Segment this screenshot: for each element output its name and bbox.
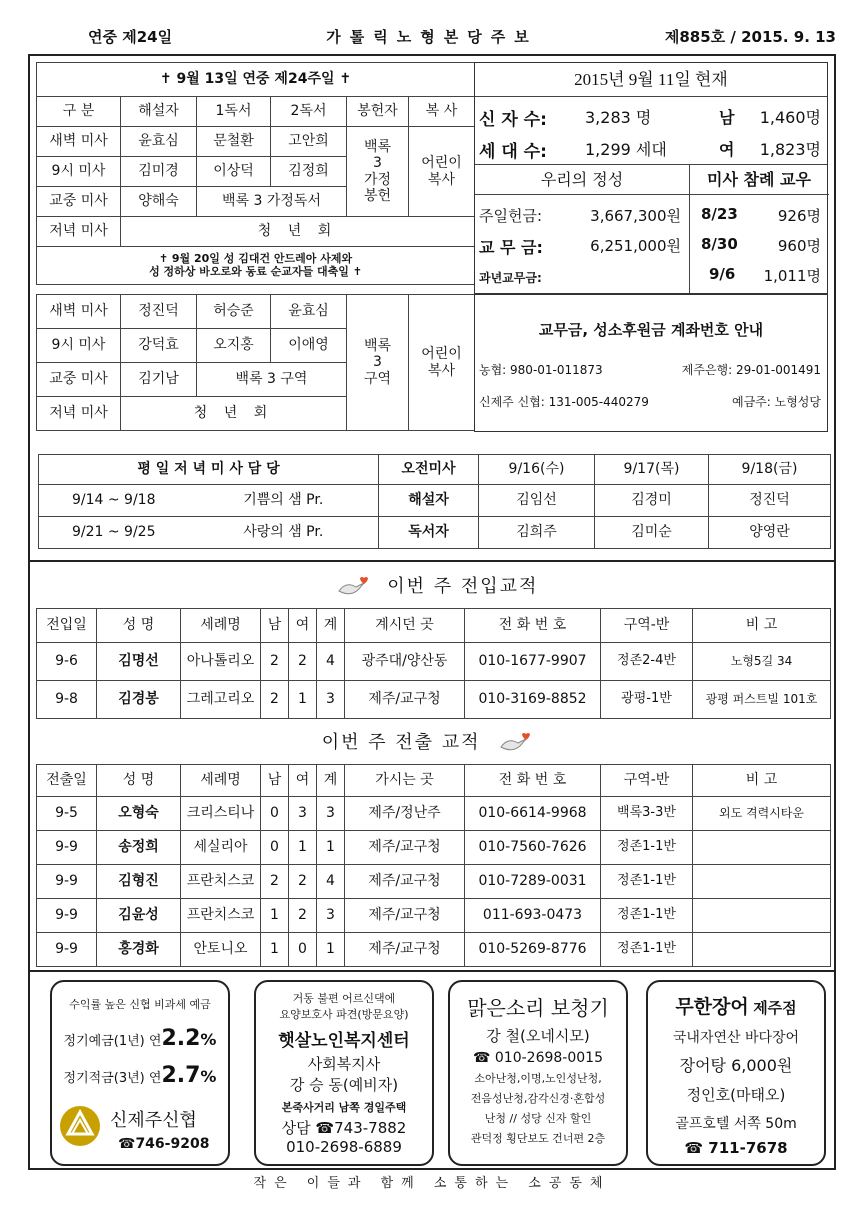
ad1-deposit-rate: 2.2 [161, 1026, 201, 1051]
table-cell: 제주/교구청 [345, 831, 465, 865]
col-category: 구 분 [37, 97, 121, 127]
table-cell [693, 933, 831, 967]
name: 김미순 [595, 517, 709, 549]
period: 9/21 ~ 9/25 [39, 517, 189, 549]
table-cell: 010-7289-0031 [465, 865, 601, 899]
row-label: 9시 미사 [37, 157, 121, 187]
table-cell: 김경봉 [97, 681, 181, 719]
col-reading-1: 1독서 [197, 97, 271, 127]
account-panel [474, 294, 828, 432]
table-cell: 그레고리오 [181, 681, 261, 719]
table-cell: 1 [261, 899, 289, 933]
table-cell: 9-9 [37, 933, 97, 967]
ad1-savings [52, 1063, 228, 1088]
attendance-count: 926명 [777, 207, 821, 225]
table-cell: 정존1-1반 [601, 933, 693, 967]
table-cell: 1 [317, 933, 345, 967]
stats-title: 2015년 9월 11일 현재 [475, 63, 827, 97]
row-label: 저녁 미사 [37, 217, 121, 247]
column-header: 전 화 번 호 [465, 765, 601, 797]
ad2-name: 햇살노인복지센터 [278, 1031, 410, 1051]
table-cell: 제주/교구청 [345, 865, 465, 899]
column-header: 여 [289, 609, 317, 643]
sunday-value: 3,667,300원 [590, 207, 681, 225]
offerer-cell: 백록 3 구역 [347, 295, 409, 431]
table-cell: 1 [261, 933, 289, 967]
column-header: 전출일 [37, 765, 97, 797]
ad2-tel2: 010-2698-6889 [286, 1138, 402, 1156]
attendance-date: 9/6 [709, 265, 736, 283]
shinhyup-logo-icon [58, 1104, 102, 1148]
column-header: 전 화 번 호 [465, 609, 601, 643]
memorial-line-1: ✝ 9월 20일 성 김대건 안드레아 사제와 [158, 251, 353, 265]
table-cell: 2 [289, 865, 317, 899]
table-cell: 김윤성 [97, 899, 181, 933]
duty-value: 6,251,000원 [590, 237, 681, 255]
ad-care-center [254, 980, 434, 1166]
date-1: 9/16(수) [479, 455, 595, 485]
cell: 허승준 [197, 295, 271, 329]
ad4-tel: ☎ 711-7678 [684, 1139, 788, 1157]
ad3-d4: 관덕정 횡단보도 건너편 2층 [470, 1132, 606, 1145]
cell: 고안희 [271, 127, 347, 157]
table-cell: 정존1-1반 [601, 831, 693, 865]
table-cell: 크리스티나 [181, 797, 261, 831]
row-label: 저녁 미사 [37, 397, 121, 431]
name: 정진덕 [709, 485, 831, 517]
table-cell: 송정희 [97, 831, 181, 865]
table-row [37, 643, 831, 681]
table-cell: 제주/교구청 [345, 933, 465, 967]
ad3-d1: 소아난청,이명,노인성난청, [474, 1072, 602, 1085]
memorial-notice [37, 247, 475, 285]
column-header: 구역-반 [601, 765, 693, 797]
female-value: 1,823명 [759, 140, 821, 159]
table-cell: 4 [317, 865, 345, 899]
column-header: 남 [261, 765, 289, 797]
cell: 오지홍 [197, 329, 271, 363]
row-label: 새벽 미사 [37, 127, 121, 157]
attendance-title: 미사 참례 교우 [689, 165, 829, 195]
name: 김희주 [479, 517, 595, 549]
table-cell: 정존1-1반 [601, 899, 693, 933]
weekday-mass-table [38, 454, 831, 549]
table-cell: 1 [289, 831, 317, 865]
table-cell: 9-8 [37, 681, 97, 719]
ad4-d2: 장어탕 6,000원 [679, 1056, 793, 1075]
server-cell: 어린이 복사 [409, 295, 475, 431]
column-header: 성 명 [97, 765, 181, 797]
table-row [37, 797, 831, 831]
sunday-label: 주일헌금: [479, 207, 543, 225]
morning-mass-label: 오전미사 [379, 455, 479, 485]
cell: 양해숙 [121, 187, 197, 217]
table-cell: 3 [317, 681, 345, 719]
cell: 김정희 [271, 157, 347, 187]
bulletin-header [28, 24, 836, 50]
table-cell: 0 [261, 797, 289, 831]
column-header: 계시던 곳 [345, 609, 465, 643]
ad4-d1: 국내자연산 바다장어 [672, 1030, 800, 1046]
table-row [37, 831, 831, 865]
table-cell: 010-7560-7626 [465, 831, 601, 865]
period: 9/14 ~ 9/18 [39, 485, 189, 517]
cell: 이애영 [271, 329, 347, 363]
column-header: 여 [289, 765, 317, 797]
header-title: 가톨릭노형본당주보 [326, 28, 538, 46]
table-cell: 010-5269-8776 [465, 933, 601, 967]
cell: 백록 3 구역 [197, 363, 347, 397]
ad2-top2: 요양보호사 파견(방문요양) [279, 1008, 409, 1021]
table-cell [693, 899, 831, 933]
table-cell: 프란치스코 [181, 865, 261, 899]
group: 사랑의 샘 Pr. [189, 517, 379, 549]
households-value: 1,299 세대 [585, 140, 667, 159]
table-cell: 9-5 [37, 797, 97, 831]
date-2: 9/17(목) [595, 455, 709, 485]
weekday-title: 평 일 저 녁 미 사 담 당 [39, 455, 379, 485]
ad3-tel: ☎ 010-2698-0015 [473, 1050, 603, 1066]
memorial-line-2: 성 정하상 바오로와 동료 순교자들 대축일 ✝ [149, 264, 362, 278]
table-cell: 프란치스코 [181, 899, 261, 933]
column-header: 성 명 [97, 609, 181, 643]
column-header: 비 고 [693, 609, 831, 643]
ad2-addr: 본죽사거리 남쪽 경일주택 [281, 1101, 407, 1114]
believers-label: 신 자 수: [479, 110, 547, 130]
transfer-in-body [37, 643, 831, 719]
past-duty-label: 과년교무금: [479, 271, 542, 285]
transfer-in-header [37, 609, 831, 643]
header-issue: 제885호 / 2015. 9. 13 [664, 28, 836, 46]
table-cell: 2 [261, 643, 289, 681]
table-cell: 3 [317, 797, 345, 831]
ad1-pct: % [200, 1030, 217, 1049]
column-header: 비 고 [693, 765, 831, 797]
col-reading-2: 2독서 [271, 97, 347, 127]
ad2-person: 강 승 동(예비자) [289, 1076, 399, 1094]
transfer-out-table [36, 764, 831, 967]
transfer-in-heading [30, 572, 834, 599]
cell: 이상덕 [197, 157, 271, 187]
ad1-brand [52, 1102, 228, 1158]
cell: 청 년 회 [121, 217, 475, 247]
table-cell: 1 [317, 831, 345, 865]
ad4-d3: 정인호(마태오) [686, 1086, 786, 1104]
ad1-name: 신제주신협 [110, 1110, 197, 1131]
table-cell: 1 [289, 681, 317, 719]
column-header: 가시는 곳 [345, 765, 465, 797]
duty-label: 교 무 금: [479, 238, 543, 257]
table-cell [693, 831, 831, 865]
ad3-person: 강 철(오네시모) [486, 1027, 590, 1045]
table-row [37, 865, 831, 899]
ad4-title [648, 992, 824, 1019]
table-cell: 광평 퍼스트빌 101호 [693, 681, 831, 719]
mass-schedule-2 [36, 294, 475, 431]
table-cell: 010-1677-9907 [465, 643, 601, 681]
ad1-savings-rate: 2.7 [161, 1063, 201, 1088]
ad1-savings-label: 정기적금(3년) 연 [63, 1071, 162, 1086]
table-cell: 아나톨리오 [181, 643, 261, 681]
column-header: 남 [261, 609, 289, 643]
table-cell: 3 [317, 899, 345, 933]
table-cell: 2 [261, 865, 289, 899]
table-cell: 홍경화 [97, 933, 181, 967]
ad-hearing-aid [448, 980, 628, 1166]
account-nh: 농협: 980-01-011873 [479, 363, 603, 377]
role: 독서자 [379, 517, 479, 549]
ad2-role: 사회복지사 [307, 1055, 381, 1073]
female-label: 여 [719, 140, 735, 159]
table-cell: 정존2-4반 [601, 643, 693, 681]
male-value: 1,460명 [759, 108, 821, 127]
ad4-d4: 골프호텔 서쪽 50m [675, 1116, 797, 1132]
transfer-out-header [37, 765, 831, 797]
col-server: 복 사 [409, 97, 475, 127]
table-cell: 3 [289, 797, 317, 831]
ad1-deposit [52, 1026, 228, 1051]
column-header: 전입일 [37, 609, 97, 643]
footer-slogan: 작은 이들과 함께 소통하는 소공동체 [253, 1176, 611, 1191]
cell: 윤효심 [271, 295, 347, 329]
offerer-cell: 백록 3 가정 봉헌 [347, 127, 409, 217]
column-header: 계 [317, 765, 345, 797]
table-cell: 9-6 [37, 643, 97, 681]
table-cell: 광평-1반 [601, 681, 693, 719]
offering-title: 우리의 정성 [475, 165, 689, 195]
table-cell: 노형5길 34 [693, 643, 831, 681]
households-row [475, 131, 827, 165]
ad3-name: 맑은소리 보청기 [467, 996, 609, 1020]
male-label: 남 [719, 108, 735, 127]
row-label: 교중 미사 [37, 187, 121, 217]
table-cell: 백록3-3반 [601, 797, 693, 831]
column-header: 계 [317, 609, 345, 643]
ad1-tel: ☎746-9208 [118, 1136, 210, 1152]
col-offerer: 봉헌자 [347, 97, 409, 127]
table-row [37, 681, 831, 719]
believers-row [475, 97, 827, 131]
stats-panel [474, 62, 828, 294]
ad1-top: 수익률 높은 신협 비과세 예금 [69, 998, 211, 1011]
ad3-d3: 난청 // 성당 신자 할인 [484, 1112, 592, 1125]
cell: 백록 3 가정독서 [197, 187, 347, 217]
table-cell: 010-6614-9968 [465, 797, 601, 831]
table-cell: 4 [317, 643, 345, 681]
ad-shinhyup [50, 980, 230, 1166]
row-label: 9시 미사 [37, 329, 121, 363]
account-holder: 예금주: 노형성당 [731, 395, 821, 409]
dove-heart-icon [336, 575, 370, 599]
table-row [37, 899, 831, 933]
column-header: 세례명 [181, 765, 261, 797]
believers-value: 3,283 명 [585, 108, 652, 127]
table-cell: 9-9 [37, 899, 97, 933]
table-cell: 010-3169-8852 [465, 681, 601, 719]
table-row [37, 933, 831, 967]
account-shinhyup: 신제주 신협: 131-005-440279 [479, 395, 649, 409]
name: 양영란 [709, 517, 831, 549]
attendance-count: 1,011명 [763, 267, 821, 285]
table-cell: 외도 격력시타운 [693, 797, 831, 831]
attendance-count: 960명 [777, 237, 821, 255]
table-cell: 정존1-1반 [601, 865, 693, 899]
ad2-tel1: 상담 ☎743-7882 [281, 1119, 407, 1137]
table-cell: 0 [261, 831, 289, 865]
transfer-out-title: 이번 주 전출 교적 [321, 732, 481, 753]
cell: 문철환 [197, 127, 271, 157]
name: 김임선 [479, 485, 595, 517]
cell: 강덕효 [121, 329, 197, 363]
ad1-deposit-label: 정기예금(1년) 연 [63, 1034, 162, 1049]
table-cell: 김형진 [97, 865, 181, 899]
schedule-1-title: ✝ 9월 13일 연중 제24주일 ✝ [37, 63, 475, 97]
table-cell: 2 [289, 643, 317, 681]
table-cell [693, 865, 831, 899]
table-cell: 제주/정난주 [345, 797, 465, 831]
table-cell: 안토니오 [181, 933, 261, 967]
table-cell: 9-9 [37, 865, 97, 899]
table-cell: 9-9 [37, 831, 97, 865]
table-cell: 세실리아 [181, 831, 261, 865]
date-3: 9/18(금) [709, 455, 831, 485]
transfer-out-heading [30, 728, 834, 755]
transfer-in-table [36, 608, 831, 719]
ad3-d2: 전음성난청,감각신경·혼합성 [470, 1092, 606, 1105]
column-header: 구역-반 [601, 609, 693, 643]
table-cell: 2 [261, 681, 289, 719]
table-cell: 오형숙 [97, 797, 181, 831]
cell: 윤효심 [121, 127, 197, 157]
cell: 김미경 [121, 157, 197, 187]
account-jeju-bank: 제주은행: 29-01-001491 [681, 363, 821, 377]
attendance-date: 8/30 [701, 235, 738, 253]
cell: 정진덕 [121, 295, 197, 329]
households-label: 세 대 수: [479, 142, 547, 162]
table-cell: 0 [289, 933, 317, 967]
server-cell: 어린이 복사 [409, 127, 475, 217]
role: 해설자 [379, 485, 479, 517]
table-cell: 제주/교구청 [345, 681, 465, 719]
ad4-name: 무한장어 [675, 996, 749, 1018]
cell: 김기남 [121, 363, 197, 397]
header-sunday: 연중 제24일 [88, 28, 173, 46]
table-cell: 김명선 [97, 643, 181, 681]
table-cell: 광주대/양산동 [345, 643, 465, 681]
table-cell: 2 [289, 899, 317, 933]
table-cell: 011-693-0473 [465, 899, 601, 933]
dove-heart-icon [498, 731, 532, 755]
row-label: 새벽 미사 [37, 295, 121, 329]
mass-schedule-1 [36, 62, 475, 285]
ad1-pct: % [200, 1067, 217, 1086]
name: 김경미 [595, 485, 709, 517]
cell: 청 년 회 [121, 397, 347, 431]
ad2-top1: 거동 불편 어르신댁에 [292, 992, 396, 1005]
ad4-place: 제주점 [753, 999, 797, 1017]
column-header: 세례명 [181, 609, 261, 643]
attendance-date: 8/23 [701, 205, 738, 223]
row-label: 교중 미사 [37, 363, 121, 397]
transfer-in-title: 이번 주 전입교적 [387, 576, 539, 597]
offering-attendance [475, 165, 827, 293]
transfer-out-body [37, 797, 831, 967]
ad-eel [646, 980, 826, 1166]
table-cell: 제주/교구청 [345, 899, 465, 933]
account-title: 교무금, 성소후원금 계좌번호 안내 [538, 321, 764, 339]
col-commentator: 해설자 [121, 97, 197, 127]
group: 기쁨의 샘 Pr. [189, 485, 379, 517]
